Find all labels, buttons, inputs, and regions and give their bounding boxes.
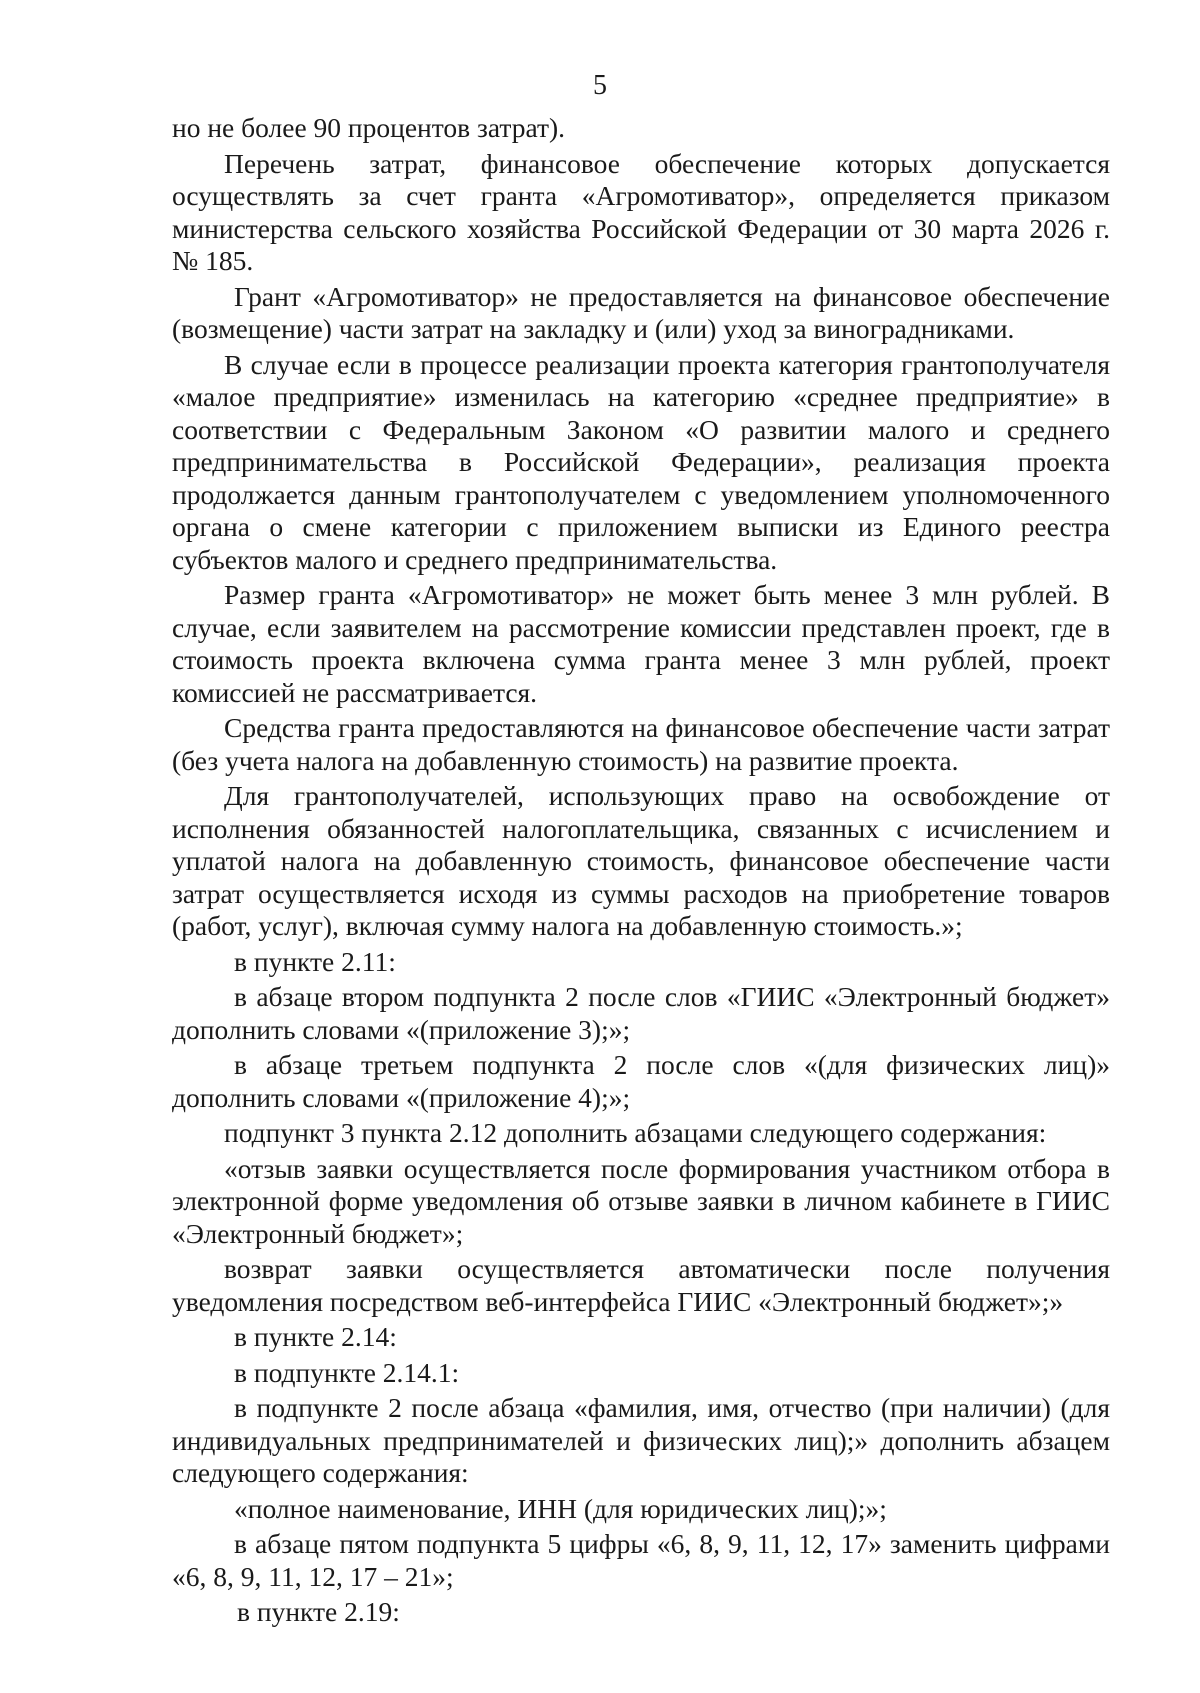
paragraph-4: В случае если в процессе реализации проекта категория грантополучателя «малое предприятие» изменилась на категорию «среднее предприятие» в соответствии с Федеральным Законом «О развитии малого и среднего предпринимательства в Российской Федерации», реализация проекта продолжается данным грантополучателем с уведомлением уполномоченного органа о смене категории с приложением выписки из Единого реестра субъектов малого и среднего предпринимательства. [172,348,1110,575]
paragraph-16: в подпункте 2 после абзаца «фамилия, имя, отчество (при наличии) (для индивидуальных предпринимателей и физических лиц);» дополнить абзацем следующего содержания: [172,1392,1110,1488]
paragraph-2: Перечень затрат, финансовое обеспечение которых допускается осуществлять за счет гранта «Агромотиватор», определяется приказом министерства сельского хозяйства Российской Федерации от 30 марта 2026 г. № 185. [172,147,1110,276]
paragraph-15: в подпункте 2.14.1: [234,1356,460,1388]
paragraph-7: Для грантополучателей, использующих право на освобождение от исполнения обязанностей налогоплательщика, связанных с исчислением и уплатой налога на добавленную стоимость, финансовое обеспечение части затрат осуществляется исходя из суммы расходов на приобретение товаров (работ, услуг), включая сумму налога на добавленную стоимость.»; [172,780,1110,941]
paragraph-3: Грант «Агромотиватор» не предоставляется на финансовое обеспечение (возмещение) части затрат на закладку и (или) уход за виноградниками. [172,280,1110,344]
document-body [172,112,1110,1632]
paragraph-17: «полное наименование, ИНН (для юридических лиц);»; [234,1492,887,1524]
paragraph-14: в пункте 2.14: [234,1321,397,1352]
paragraph-9: в абзаце втором подпункта 2 после слов «ГИИС «Электронный бюджет» дополнить словами «(приложение 3);»; [172,981,1110,1045]
paragraph-11: подпункт 3 пункта 2.12 дополнить абзацами следующего содержания: [224,1117,1047,1148]
paragraph-13: возврат заявки осуществляется автоматически после получения уведомления посредством веб-интерфейса ГИИС «Электронный бюджет»;» [172,1253,1110,1317]
paragraph-18: в абзаце пятом подпункта 5 цифры «6, 8, 9, 11, 12, 17» заменить цифрами «6, 8, 9, 11, 12, 17 – 21»; [172,1528,1110,1592]
paragraph-5: Размер гранта «Агромотиватор» не может быть менее 3 млн рублей. В случае, если заявителем на рассмотрение комиссии представлен проект, где в стоимость проекта включена сумма гранта менее 3 млн рублей, проект комиссией не рассматривается. [172,579,1110,708]
paragraph-8: в пункте 2.11: [234,945,396,977]
paragraph-19: в пункте 2.19: [237,1596,400,1627]
page-number: 5 [593,70,607,101]
paragraph-1: но не более 90 процентов затрат). [172,112,566,143]
paragraph-6: Средства гранта предоставляются на финансовое обеспечение части затрат (без учета налога на добавленную стоимость) на развитие проекта. [172,712,1110,776]
paragraph-12: «отзыв заявки осуществляется после формирования участником отбора в электронной форме уведомления об отзыве заявки в личном кабинете в ГИИС «Электронный бюджет»; [172,1152,1110,1249]
paragraph-10: в абзаце третьем подпункта 2 после слов «(для физических лиц)» дополнить словами «(приложение 4);»; [172,1049,1110,1113]
